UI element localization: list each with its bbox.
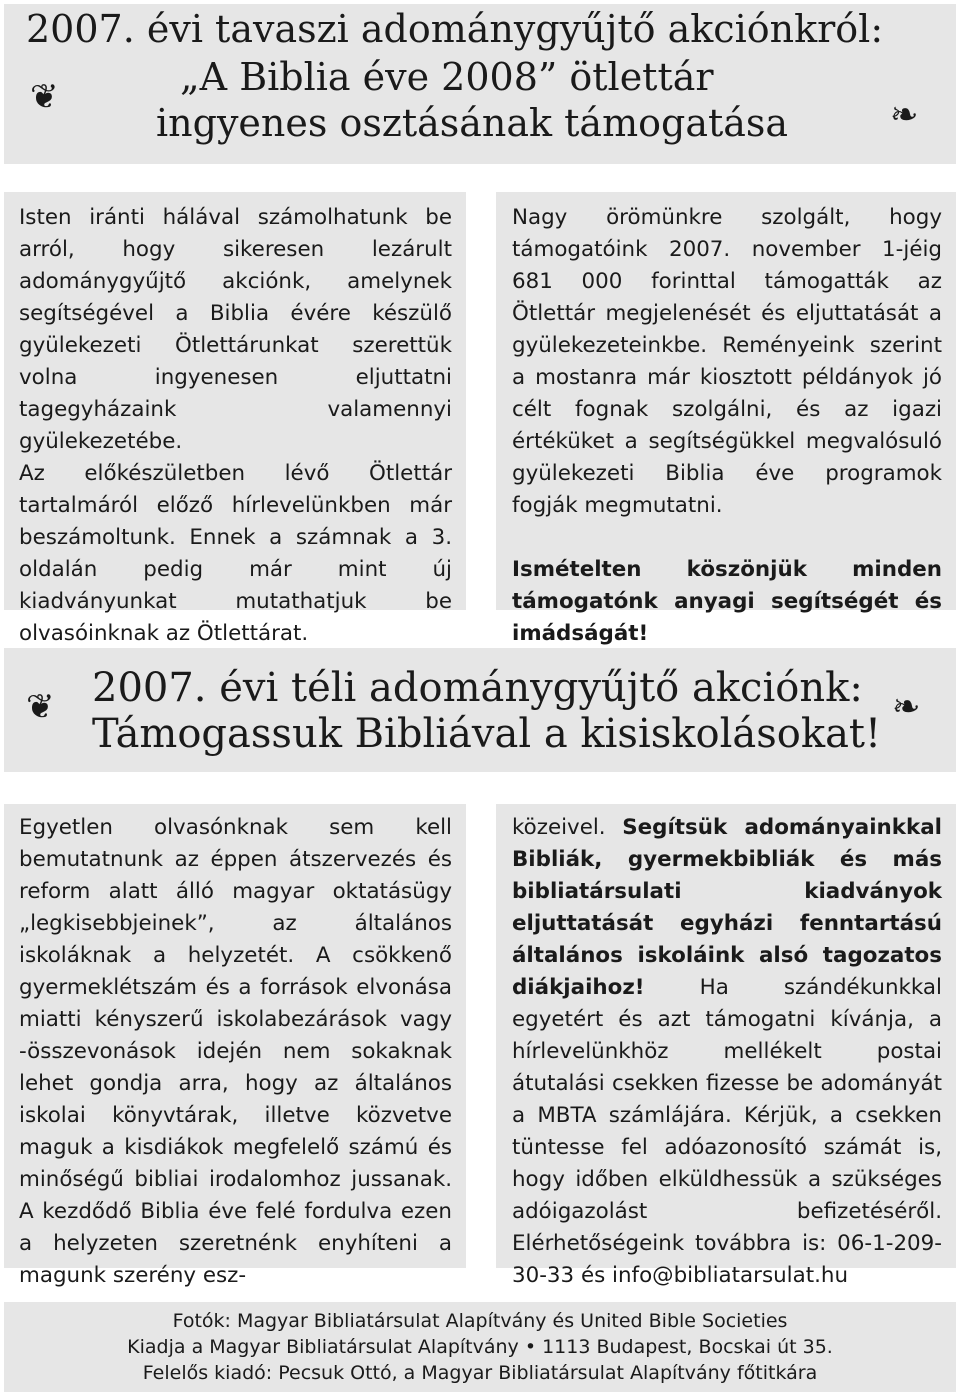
- left-fleuron-icon: ❦: [30, 77, 59, 117]
- section2-title-line1: 2007. évi téli adománygyűjtő akciónk:: [92, 665, 863, 711]
- section2-paragraph-2: [512, 812, 942, 1292]
- right-fleuron-icon: ❧: [892, 687, 921, 727]
- section1-thanks: Ismételten köszönjük minden támogatónk anyagi segítségét és imádságát!: [512, 557, 942, 646]
- footer-responsible-publisher: Felelős kiadó: Pecsuk Ottó, a Magyar Bibliatársulat Alapítvány főtitkára: [142, 1362, 818, 1384]
- right-fleuron-icon: ❧: [890, 95, 919, 135]
- section2-left-column: [19, 812, 452, 1292]
- section1-left-column: [19, 202, 452, 650]
- section1-right-column: [512, 202, 942, 650]
- left-fleuron-icon: ❦: [26, 687, 55, 727]
- section2-right-column: [512, 812, 942, 1292]
- section1-title-line3: ingyenes osztásának támogatása: [156, 101, 789, 145]
- section2-call-to-action: Segítsük adományainkkal Bibliák, gyermekbibliák és más bibliatársulati kiadványok eljuttatását egyházi fenntartású általános iskoláink alsó tagozatos diákjaihoz!: [512, 815, 942, 1000]
- section1-title-line1: 2007. évi tavaszi adománygyűjtő akciónkról:: [26, 7, 884, 51]
- section1-title-line2: „A Biblia éve 2008” ötlettár: [180, 55, 714, 99]
- section2-text-start: közeivel.: [512, 815, 623, 840]
- section2-title-line2: Támogassuk Bibliával a kisiskolásokat!: [92, 711, 882, 757]
- section1-paragraph-1: Isten iránti hálával számolhatunk be arról, hogy sikeresen lezárult adománygyűjtő akciónk, amelynek segítségével a Biblia évére készülő gyülekezeti Ötlettárunkat szerettük volna ingyenesen eljuttatni tagegyházaink valamennyi gyülekezetébe.: [19, 205, 452, 454]
- section1-paragraph-2: Az előkészületben lévő Ötlettár tartalmáról előző hírlevelünkben már beszámoltunk. Ennek a számnak a 3. oldalán pedig már mint új kiadványunkat mutathatjuk be olvasóinknak az Ötlettárat.: [19, 461, 452, 646]
- footer-photo-credit: Fotók: Magyar Bibliatársulat Alapítvány és United Bible Societies: [172, 1310, 788, 1332]
- section2-text-rest: Ha szándékunkkal egyetért és azt támogatni kívánja, a hírlevelünkhöz mellékelt postai átutalási csekken fizesse be adományát a MBTA számlájára. Kérjük, a csekken tüntesse fel adóazonosító számát is, hogy időben elküldhessük a szükséges adóigazolást befizetéséről. Elérhetőségeink továbbra is: 06-1-209-30-33 és info@bibliatarsulat.hu: [512, 975, 942, 1288]
- section1-paragraph-3: Nagy örömünkre szolgált, hogy támogatóink 2007. november 1-jéig 681 000 forinttal támogatták az Ötlettár megjelenését és eljuttatását a gyülekezeteinkbe. Reményeink szerint a mostanra már kiosztott példányok jó célt fognak szolgálni, és az igazi értéküket a segítségükkel megvalósuló gyülekezeti Biblia éve programok fogják megmutatni.: [512, 205, 942, 518]
- section2-paragraph-1: Egyetlen olvasónknak sem kell bemutatnunk az éppen átszervezés és reform alatt álló magyar oktatásügy „legkisebbjeinek”, az általános iskoláknak a helyzetét. A csökkenő gyermeklétszám és a források elvonása miatti kényszerű iskolabezárások vagy -összevonások idején nem sokaknak lehet gondja arra, hogy az általános iskolai könyvtárak, illetve közvetve maguk a kisdiákok megfelelő számú és minőségű bibliai irodalomhoz jussanak. A kezdődő Biblia éve felé fordulva ezen a helyzeten szeretnénk enyhíteni a magunk szerény esz-: [19, 815, 452, 1288]
- footer-publisher: Kiadja a Magyar Bibliatársulat Alapítvány • 1113 Budapest, Bocskai út 35.: [127, 1336, 833, 1358]
